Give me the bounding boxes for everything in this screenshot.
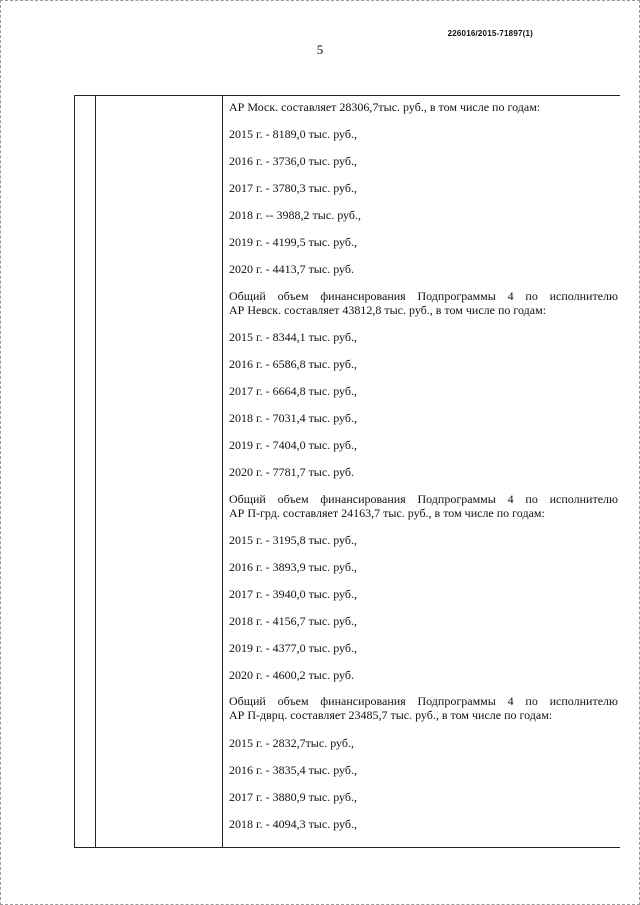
table-column-content xyxy=(223,96,620,847)
text-line: 2018 г. - 7031,4 тыс. руб., xyxy=(229,411,357,425)
text-line: 2020 г. - 4413,7 тыс. руб. xyxy=(229,262,354,276)
text-line: 2016 г. - 3736,0 тыс. руб., xyxy=(229,154,357,168)
paragraph-line: Общий объем финансирования Подпрограммы 4 по исполнителю xyxy=(229,492,618,506)
text-line: 2017 г. - 6664,8 тыс. руб., xyxy=(229,384,357,398)
table-column-number xyxy=(75,96,96,847)
text-line: 2018 г. - 4094,3 тыс. руб., xyxy=(229,817,357,831)
text-line: 2017 г. - 3940,0 тыс. руб., xyxy=(229,587,357,601)
table xyxy=(74,95,620,848)
text-line: 2015 г. - 2832,7тыс. руб., xyxy=(229,736,354,750)
text-line: 2017 г. - 3880,9 тыс. руб., xyxy=(229,790,357,804)
table-column-label xyxy=(95,96,223,847)
document-id: 226016/2015-71897(1) xyxy=(447,29,533,38)
text-line: 2020 г. - 7781,7 тыс. руб. xyxy=(229,465,354,479)
text-line: 2020 г. - 4600,2 тыс. руб. xyxy=(229,668,354,682)
text-line: 2016 г. - 6586,8 тыс. руб., xyxy=(229,357,357,371)
text-line: 2018 г. - 4156,7 тыс. руб., xyxy=(229,614,357,628)
text-line: 2017 г. - 3780,3 тыс. руб., xyxy=(229,181,357,195)
text-line: 2016 г. - 3893,9 тыс. руб., xyxy=(229,560,357,574)
paragraph-line: АР П-грд. составляет 24163,7 тыс. руб., в том числе по годам: xyxy=(229,506,545,520)
paragraph-line: Общий объем финансирования Подпрограммы 4 по исполнителю xyxy=(229,694,618,708)
text-line: 2016 г. - 3835,4 тыс. руб., xyxy=(229,763,357,777)
paragraph-line: Общий объем финансирования Подпрограммы 4 по исполнителю xyxy=(229,289,618,303)
paragraph-line: АР П-дврц. составляет 23485,7 тыс. руб., в том числе по годам: xyxy=(229,708,553,722)
paragraph xyxy=(229,492,618,520)
text-line: 2015 г. - 3195,8 тыс. руб., xyxy=(229,533,357,547)
text-line: 2018 г. -- 3988,2 тыс. руб., xyxy=(229,208,361,222)
text-line: 2019 г. - 7404,0 тыс. руб., xyxy=(229,438,357,452)
paragraph xyxy=(229,289,618,317)
paragraph-line: АР Невск. составляет 43812,8 тыс. руб., в том числе по годам: xyxy=(229,303,547,317)
text-line: 2015 г. - 8189,0 тыс. руб., xyxy=(229,127,357,141)
text-line: 2019 г. - 4199,5 тыс. руб., xyxy=(229,235,357,249)
page-number: 5 xyxy=(316,42,324,57)
text-line: АР Моск. составляет 28306,7тыс. руб., в том числе по годам: xyxy=(229,100,541,114)
text-line: 2019 г. - 4377,0 тыс. руб., xyxy=(229,641,357,655)
text-line: 2015 г. - 8344,1 тыс. руб., xyxy=(229,330,357,344)
paragraph xyxy=(229,694,618,722)
